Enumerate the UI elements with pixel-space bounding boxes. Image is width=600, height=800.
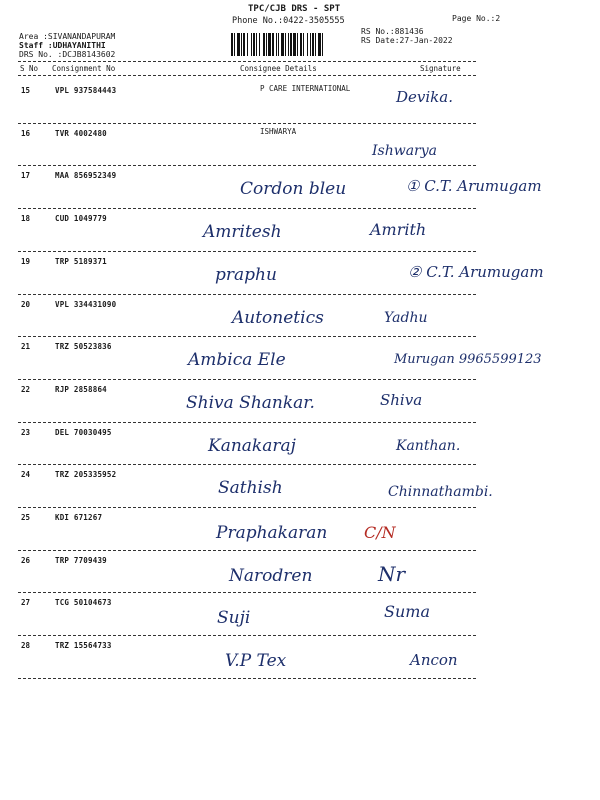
row-consignment-number: TRP 7709439 [55,555,107,565]
row-consignee-handwritten: Amritesh [203,222,282,243]
row-consignee-note: C/N [364,523,396,542]
barcode-bar [307,33,308,56]
table-row [0,554,600,596]
drs-number: DRS No. :DCJB8143602 [19,50,116,59]
row-divider [18,123,476,124]
row-consignee-typed: ISHWARYA [260,126,297,136]
barcode-bar [322,33,323,56]
row-signature: Yadhu [384,309,428,326]
table-row [0,639,600,681]
barcode-bar [231,33,233,56]
barcode-bar [318,33,321,56]
barcode-bar [266,33,267,56]
barcode-bar [263,33,265,56]
row-signature: Ancon [410,651,458,670]
row-divider [18,379,476,380]
barcode-bar [297,33,298,56]
table-row [0,298,600,340]
rs-number: RS No.:881436 [361,27,424,36]
barcode-bar [285,33,286,56]
table-row [0,255,600,297]
row-serial-number: 16 [21,128,31,138]
row-signature: Murugan 9965599123 [394,352,542,368]
row-signature: Amrith [370,220,427,240]
row-signature: Shiva [380,390,423,409]
col-consignee-header: Consignee Details [240,64,317,73]
phone-number: Phone No.:0422-3505555 [232,16,345,26]
row-consignment-number: KDI 671267 [55,513,103,522]
row-consignee-handwritten: Suji [217,608,251,629]
row-consignment-number: TRZ 15564733 [55,641,112,651]
divider [18,61,476,62]
row-divider [18,251,476,252]
row-serial-number: 21 [21,342,31,352]
row-divider [18,336,476,337]
col-sno-header: S No [20,64,39,73]
barcode-bar [315,33,316,56]
row-signature: Kanthan. [396,437,461,454]
barcode [230,33,354,56]
barcode-bar [303,33,304,56]
barcode-bar [241,33,242,56]
row-consignment-number: TRZ 205335952 [55,470,117,480]
row-signature: Nr [378,561,406,586]
barcode-bar [237,33,240,56]
row-consignment-number: CUD 1049779 [55,214,107,224]
row-signature: ① C.T. Arumugam [406,177,542,196]
row-divider [18,550,476,551]
row-consignment-number: VPL 334431090 [55,299,117,309]
row-serial-number: 27 [21,598,31,608]
table-row [0,340,600,382]
row-consignee-handwritten: Shiva Shankar. [186,392,315,413]
table-row [0,84,600,126]
row-signature: Ishwarya [372,142,438,159]
rs-date: RS Date:27-Jan-2022 [361,36,453,45]
row-divider [18,294,476,295]
row-consignment-number: TRP 5189371 [55,256,107,266]
row-consignee-typed: P CARE INTERNATIONAL [260,84,351,93]
row-signature: ② C.T. Arumugam [408,262,544,281]
col-consignment-header: Consignment No [52,64,116,73]
barcode-bar [288,33,289,56]
table-row [0,169,600,211]
row-serial-number: 24 [21,470,31,480]
barcode-bar [251,33,252,56]
barcode-bar [300,33,302,56]
page-number: Page No.:2 [452,14,501,23]
row-consignee-handwritten: Praphakaran [216,523,328,543]
row-serial-number: 23 [21,427,31,437]
row-divider [18,208,476,209]
barcode-bar [310,33,311,56]
barcode-bar [290,33,292,56]
table-row [0,511,600,553]
row-serial-number: 22 [21,384,31,394]
row-consignment-number: TCG 50104673 [55,598,112,608]
row-consignee-handwritten: Autonetics [232,307,324,328]
barcode-bar [259,33,260,56]
row-consignee-handwritten: Ambica Ele [188,350,286,371]
barcode-bar [256,33,257,56]
row-serial-number: 15 [21,86,31,95]
barcode-bar [281,33,284,56]
row-consignment-number: VPL 937584443 [55,86,117,95]
table-row [0,426,600,468]
row-divider [18,635,476,636]
row-consignment-number: TVR 4002480 [55,128,107,138]
staff-label: Staff :UDHAYANITHI [19,41,106,50]
row-consignee-handwritten: Cordon bleu [240,179,347,200]
row-divider [18,592,476,593]
area-label: Area :SIVANANDAPURAM [19,32,116,41]
row-serial-number: 19 [21,256,31,266]
table-row [0,212,600,254]
row-divider [18,678,476,679]
barcode-bar [276,33,277,56]
row-serial-number: 28 [21,641,31,651]
row-signature: Chinnathambi. [388,484,493,501]
barcode-bar [272,33,274,56]
row-consignee-handwritten: V.P Tex [225,651,287,672]
row-serial-number: 25 [21,513,31,522]
row-divider [18,507,476,508]
row-consignee-handwritten: Sathish [218,478,283,499]
row-consignee-handwritten: Narodren [229,565,313,586]
row-serial-number: 17 [21,171,31,181]
table-row [0,596,600,638]
barcode-bar [234,33,235,56]
barcode-bar [278,33,279,56]
row-divider [18,464,476,465]
row-serial-number: 26 [21,555,31,565]
row-consignee-handwritten: Kanakaraj [208,435,296,456]
row-consignment-number: TRZ 50523836 [55,342,112,352]
barcode-bar [243,33,245,56]
barcode-bar [253,33,255,56]
divider [18,75,476,76]
table-row [0,468,600,510]
row-divider [18,165,476,166]
table-row [0,383,600,425]
barcode-bar [268,33,271,56]
row-consignment-number: RJP 2858864 [55,384,107,394]
row-signature: Suma [384,602,430,622]
row-consignment-number: MAA 856952349 [55,171,117,181]
barcode-bar [312,33,314,56]
barcode-bar [247,33,248,56]
row-signature: Devika. [396,88,453,106]
row-consignee-handwritten: praphu [215,264,277,285]
row-consignment-number: DEL 70030495 [55,427,112,437]
row-serial-number: 20 [21,299,31,309]
barcode-bar [293,33,296,56]
document-title: TPC/CJB DRS - SPT [248,4,341,14]
col-signature-header: Signature [420,64,461,73]
table-row [0,127,600,169]
row-serial-number: 18 [21,214,31,224]
row-divider [18,422,476,423]
